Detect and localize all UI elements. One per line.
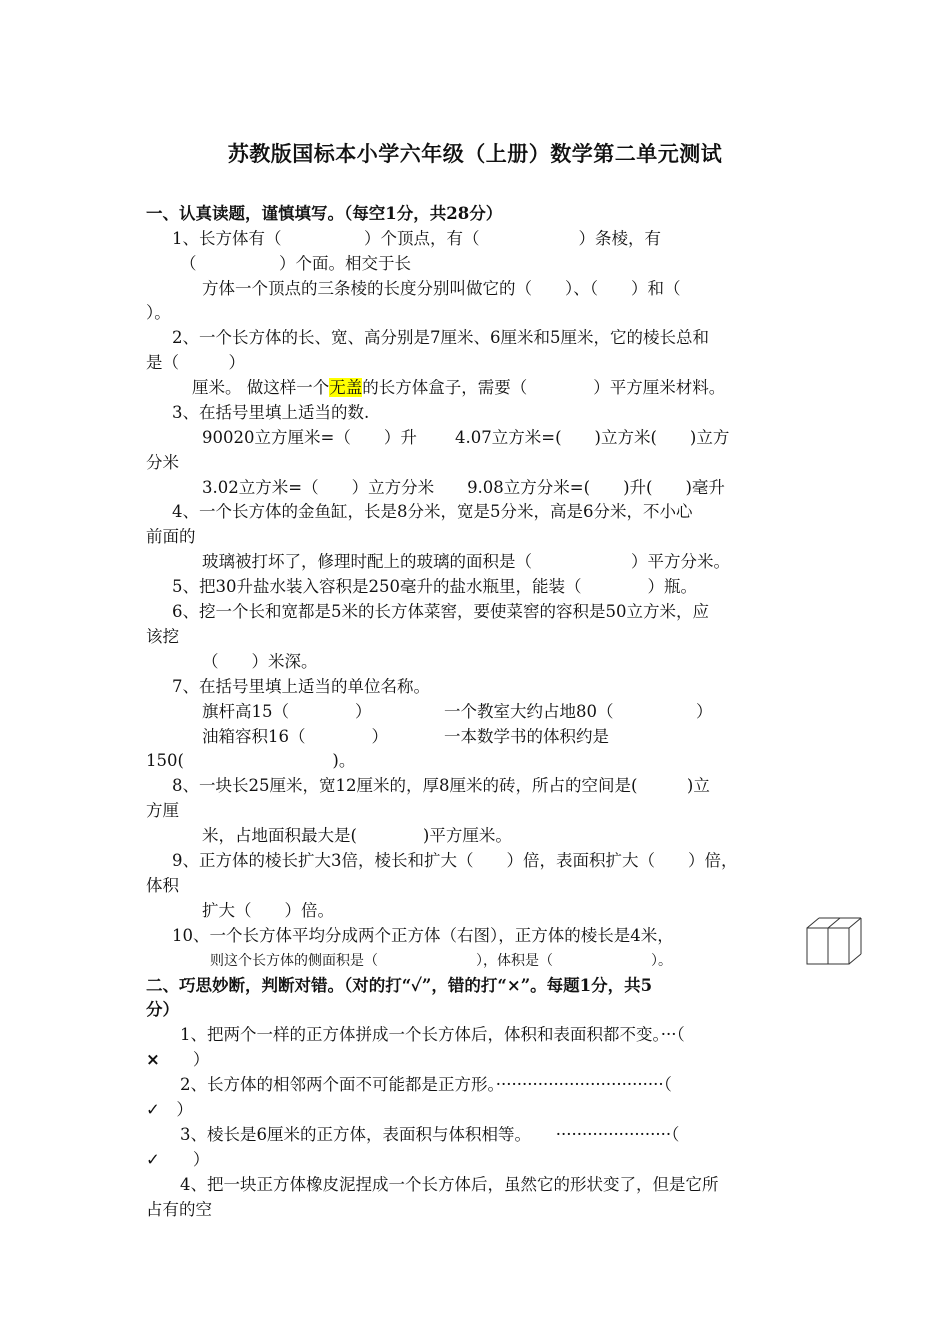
- judge-4-line-2: 占有的空: [146, 1200, 212, 1219]
- q9-line-2: 体积: [146, 876, 179, 895]
- q8-line-1: 8、一块长25厘米，宽12厘米的，厚8厘米的砖，所占的空间是( )立: [172, 776, 710, 795]
- q1-line-3: 方体一个顶点的三条棱的长度分别叫做它的（ ）、（ ）和（: [202, 279, 681, 298]
- q10-line-1: 10、一个长方体平均分成两个正方体（右图），正方体的棱长是4米，: [172, 926, 674, 945]
- q7-line-4: 150( )。: [146, 751, 356, 770]
- q1-line-2: （ ）个面。相交于长: [180, 254, 411, 273]
- highlighted-text: 无盖: [329, 378, 363, 397]
- q2-line-3: [192, 377, 725, 399]
- judge-3-close: ）: [159, 1150, 210, 1169]
- section-1-heading: 一、认真读题，谨慎填写。（每空1分，共28分）: [146, 204, 503, 223]
- q4-line-3: 玻璃被打坏了，修理时配上的玻璃的面积是（ ）平方分米。: [202, 552, 730, 571]
- q2-line-3-start: 厘米。 做这样一个: [192, 378, 330, 397]
- q7-line-2a: 旗杆高15（ ）: [202, 702, 372, 721]
- q1-line-1: 1、长方体有（ ）个顶点，有（ ）条棱，有: [172, 229, 661, 248]
- q3-line-4: 3.02立方米=（ ）立方分米 9.08立方分米=( )升( )毫升: [202, 478, 725, 497]
- q6-line-2: 该挖: [146, 627, 179, 646]
- judge-4-line-1: 4、把一块正方体橡皮泥捏成一个长方体后，虽然它的形状变了，但是它所: [180, 1175, 719, 1194]
- judge-2-answer: [146, 1099, 193, 1121]
- cube-figure-icon: [806, 917, 862, 965]
- q3-line-2: 90020立方厘米=（ ）升 4.07立方米=( )立方米( )立方: [202, 428, 730, 447]
- q9-line-1: 9、正方体的棱长扩大3倍，棱长和扩大（ ）倍，表面积扩大（ ）倍，: [172, 851, 738, 870]
- q10-line-2: 则这个长方体的侧面积是（ ），体积是（ ）。: [210, 953, 672, 969]
- judge-2-close: ）: [159, 1100, 193, 1119]
- q6-line-1: 6、挖一个长和宽都是5米的长方体菜窖，要使菜窖的容积是50立方米，应: [172, 602, 709, 621]
- cross-mark-icon: ×: [146, 1050, 160, 1069]
- judge-3-answer: [146, 1149, 209, 1171]
- q2-line-2: 是（ ）: [146, 353, 245, 372]
- q9-line-3: 扩大（ ）倍。: [202, 901, 334, 920]
- q7-line-3a: 油箱容积16（ ）: [202, 727, 388, 746]
- judge-1-answer: [146, 1049, 209, 1071]
- q7-line-2b: 一个教室大约占地80（ ）: [444, 702, 713, 721]
- q7-line-3b: 一本数学书的体积约是: [444, 727, 609, 746]
- q3-line-3: 分米: [146, 453, 179, 472]
- q4-line-1: 4、一个长方体的金鱼缸，长是8分米，宽是5分米，高是6分米，不小心: [172, 502, 693, 521]
- judge-1-close: ）: [159, 1050, 210, 1069]
- judge-3-text: 3、棱长是6厘米的正方体，表面积与体积相等。 ······················（: [180, 1125, 680, 1144]
- q8-line-2: 方厘: [146, 801, 179, 820]
- q3-line-1: 3、在括号里填上适当的数.: [172, 403, 370, 422]
- section-2-heading-line-1: 二、巧思妙断，判断对错。（对的打“✓”，错的打“×”。每题1分，共5: [146, 976, 653, 995]
- check-mark-icon: ✓: [146, 1100, 160, 1119]
- judge-2-text: 2、长方体的相邻两个面不可能都是正方形。································（: [180, 1075, 672, 1094]
- q1-line-4: ）。: [146, 303, 171, 322]
- section-2-heading-line-2: 分）: [146, 1000, 179, 1019]
- q8-line-3: 米，占地面积最大是( )平方厘米。: [202, 826, 512, 845]
- judge-1-text: 1、把两个一样的正方体拼成一个长方体后，体积和表面积都不变。···（: [180, 1025, 685, 1044]
- check-mark-icon: ✓: [146, 1150, 160, 1169]
- q4-line-2: 前面的: [146, 527, 196, 546]
- q2-line-3-end: 的长方体盒子，需要（ ）平方厘米材料。: [362, 378, 726, 397]
- page-title: 苏教版国标本小学六年级（上册）数学第二单元测试: [227, 141, 723, 166]
- q6-line-3: （ ）米深。: [202, 652, 318, 671]
- q2-line-1: 2、一个长方体的长、宽、高分别是7厘米、6厘米和5厘米，它的棱长总和: [172, 328, 709, 347]
- q5-line-1: 5、把30升盐水装入容积是250毫升的盐水瓶里，能装（ ）瓶。: [172, 577, 697, 596]
- q7-line-1: 7、在括号里填上适当的单位名称。: [172, 677, 430, 696]
